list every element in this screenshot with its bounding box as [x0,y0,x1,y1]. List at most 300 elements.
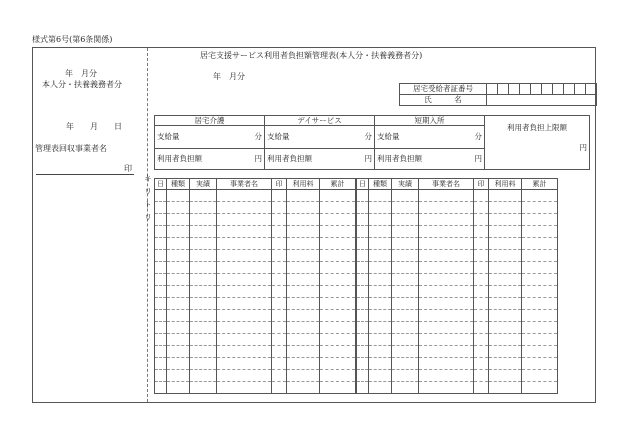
ledger-cell[interactable] [522,190,558,202]
ledger-cell[interactable] [190,322,217,334]
ledger-cell[interactable] [474,214,489,226]
ledger-row [155,226,558,238]
ledger-cell[interactable] [356,202,369,214]
cert-digit-cell[interactable] [487,84,498,95]
ledger-cell[interactable] [522,346,558,358]
cert-digit-cell[interactable] [586,84,597,95]
burden-cell[interactable] [265,149,375,170]
ledger-cell[interactable] [392,202,419,214]
ledger-cell[interactable] [287,310,320,322]
ledger-cell[interactable] [369,310,392,322]
ledger-cell[interactable] [155,310,167,322]
ledger-cell[interactable] [369,238,392,250]
ledger-cell[interactable] [320,322,357,334]
service-header: 短期入所 [375,116,485,126]
ledger-cell[interactable] [489,346,522,358]
ledger-cell[interactable] [522,358,558,370]
ledger-col-header: 累計 [522,179,558,190]
ledger-col-header: 実績 [392,179,419,190]
ledger-cell[interactable] [155,226,167,238]
ledger-cell[interactable] [272,214,287,226]
ledger-cell[interactable] [190,190,217,202]
ledger-cell[interactable] [167,358,190,370]
ledger-cell[interactable] [167,274,190,286]
ledger-cell[interactable] [320,262,357,274]
ledger-cell[interactable] [474,298,489,310]
ledger-cell[interactable] [287,286,320,298]
ledger-cell[interactable] [392,358,419,370]
ledger-cell[interactable] [419,346,474,358]
ledger-cell[interactable] [392,382,419,394]
ledger-cell[interactable] [489,358,522,370]
ledger-cell[interactable] [369,346,392,358]
ledger-cell[interactable] [419,226,474,238]
ledger-cell[interactable] [369,190,392,202]
ledger-cell[interactable] [356,298,369,310]
cert-digit-cell[interactable] [520,84,531,95]
ledger-cell[interactable] [474,274,489,286]
ledger-row [155,190,558,202]
ledger-cell[interactable] [190,298,217,310]
ledger-cell[interactable] [392,334,419,346]
ledger-cell[interactable] [167,382,190,394]
cert-digit-cell[interactable] [531,84,542,95]
ledger-row [155,238,558,250]
ledger-cell[interactable] [190,346,217,358]
ledger-cell[interactable] [287,322,320,334]
ledger-cell[interactable] [320,190,357,202]
left-year-month: 年 月分 [65,69,97,78]
ledger-cell[interactable] [155,358,167,370]
ledger-cell[interactable] [190,334,217,346]
ledger-cell[interactable] [167,250,190,262]
ledger-cell[interactable] [489,250,522,262]
ledger-cell[interactable] [287,382,320,394]
ledger-cell[interactable] [155,370,167,382]
ledger-cell[interactable] [272,310,287,322]
ledger-cell[interactable] [419,322,474,334]
ledger-row [155,346,558,358]
ledger-cell[interactable] [392,190,419,202]
ledger-cell[interactable] [522,382,558,394]
ledger-cell[interactable] [190,262,217,274]
supply-cell[interactable] [265,126,375,149]
service-header: 居宅介護 [155,116,265,126]
ledger-cell[interactable] [392,226,419,238]
ledger-col-header: 利用料 [287,179,320,190]
ledger-cell[interactable] [272,346,287,358]
ledger-cell[interactable] [217,238,272,250]
ledger-cell[interactable] [287,334,320,346]
ledger-cell[interactable] [217,346,272,358]
ledger-cell[interactable] [272,190,287,202]
cert-name-label: 氏 名 [400,95,487,106]
ledger-cell[interactable] [217,202,272,214]
ledger-cell[interactable] [155,334,167,346]
ledger-cell[interactable] [522,226,558,238]
ledger-cell[interactable] [287,238,320,250]
ledger-cell[interactable] [320,202,357,214]
ledger-cell[interactable] [489,286,522,298]
ledger-cell[interactable] [356,190,369,202]
ledger-cell[interactable] [287,250,320,262]
ledger-cell[interactable] [217,322,272,334]
ledger-cell[interactable] [489,190,522,202]
ledger-cell[interactable] [217,370,272,382]
ledger-cell[interactable] [272,274,287,286]
ledger-cell[interactable] [356,286,369,298]
ledger-cell[interactable] [356,310,369,322]
ledger-cell[interactable] [167,286,190,298]
ledger-cell[interactable] [217,298,272,310]
ledger-cell[interactable] [369,298,392,310]
ledger-cell[interactable] [419,214,474,226]
ledger-cell[interactable] [155,382,167,394]
ledger-cell[interactable] [419,202,474,214]
ledger-cell[interactable] [287,214,320,226]
ledger-cell[interactable] [522,334,558,346]
supply-cell[interactable] [155,126,265,149]
ledger-cell[interactable] [167,334,190,346]
cert-digit-cell[interactable] [542,84,553,95]
ledger-cell[interactable] [474,310,489,322]
ledger-cell[interactable] [287,262,320,274]
ledger-cell[interactable] [217,226,272,238]
ledger-cell[interactable] [272,226,287,238]
ledger-cell[interactable] [522,310,558,322]
ledger-cell[interactable] [217,334,272,346]
ledger-cell[interactable] [155,322,167,334]
ledger-cell[interactable] [155,250,167,262]
cut-label-char: リ [144,187,152,196]
ledger-cell[interactable] [272,298,287,310]
ledger-cell[interactable] [320,286,357,298]
cut-label-char: リ [144,213,152,222]
ledger-cell[interactable] [522,274,558,286]
ledger-cell[interactable] [155,202,167,214]
ledger-cell[interactable] [392,322,419,334]
signature-line [36,174,134,175]
ledger-cell[interactable] [287,346,320,358]
ledger-cell[interactable] [489,202,522,214]
ledger-cell[interactable] [489,274,522,286]
ledger-cell[interactable] [356,250,369,262]
service-header: デイサービス [265,116,375,126]
ledger-cell[interactable] [419,262,474,274]
ledger-cell[interactable] [356,382,369,394]
ledger-cell[interactable] [167,190,190,202]
ledger-cell[interactable] [356,346,369,358]
cut-label-char: キ [144,174,152,183]
supply-unit: 分 [254,132,262,142]
ledger-cell[interactable] [167,238,190,250]
ledger-cell[interactable] [392,346,419,358]
ledger-cell[interactable] [272,370,287,382]
ledger-cell[interactable] [356,322,369,334]
left-date: 年 月 日 [66,122,122,131]
ledger-cell[interactable] [522,250,558,262]
ledger-cell[interactable] [392,250,419,262]
ledger-cell[interactable] [419,382,474,394]
ledger-col-header: 利用料 [489,179,522,190]
ledger-cell[interactable] [489,310,522,322]
ledger-cell[interactable] [356,358,369,370]
ledger-cell[interactable] [217,274,272,286]
ledger-row [155,322,558,334]
ledger-cell[interactable] [320,334,357,346]
cert-number-label: 居宅受給者証番号 [400,84,487,95]
ledger-cell[interactable] [287,298,320,310]
ledger-cell[interactable] [287,370,320,382]
ledger-cell[interactable] [522,298,558,310]
ledger-cell[interactable] [474,202,489,214]
ledger-cell[interactable] [320,238,357,250]
ledger-cell[interactable] [356,214,369,226]
ledger-cell[interactable] [522,214,558,226]
ledger-cell[interactable] [356,334,369,346]
ledger-cell[interactable] [369,262,392,274]
ledger-cell[interactable] [474,190,489,202]
ledger-cell[interactable] [155,190,167,202]
ledger-cell[interactable] [320,346,357,358]
ledger-cell[interactable] [287,274,320,286]
ledger-cell[interactable] [167,346,190,358]
ledger-cell[interactable] [167,262,190,274]
ledger-row [155,370,558,382]
ledger-row [155,262,558,274]
ledger-row [155,382,558,394]
cut-here-label [143,172,153,224]
ledger-cell[interactable] [369,286,392,298]
ledger-cell[interactable] [419,286,474,298]
ledger-cell[interactable] [369,226,392,238]
ledger-cell[interactable] [190,358,217,370]
certificate-table [399,83,597,106]
ledger-cell[interactable] [489,382,522,394]
ledger-col-header: 種類 [369,179,392,190]
ledger-cell[interactable] [419,358,474,370]
ledger-cell[interactable] [356,370,369,382]
ledger-cell[interactable] [217,190,272,202]
ledger-cell[interactable] [190,214,217,226]
ledger-cell[interactable] [392,286,419,298]
ledger-cell[interactable] [190,202,217,214]
cert-digit-cell[interactable] [498,84,509,95]
ledger-row [155,274,558,286]
ledger-cell[interactable] [356,262,369,274]
ledger-cell[interactable] [392,262,419,274]
ledger-cell[interactable] [155,298,167,310]
ledger-cell[interactable] [190,286,217,298]
ledger-cell[interactable] [155,286,167,298]
ledger-col-header: 日 [155,179,167,190]
ledger-cell[interactable] [369,322,392,334]
ledger-col-header: 種類 [167,179,190,190]
ledger-cell[interactable] [522,238,558,250]
ledger-cell[interactable] [155,214,167,226]
ledger-cell[interactable] [392,214,419,226]
ledger-row [155,298,558,310]
ledger-cell[interactable] [522,286,558,298]
ledger-cell[interactable] [272,262,287,274]
ledger-cell[interactable] [272,250,287,262]
ledger-cell[interactable] [155,274,167,286]
ledger-cell[interactable] [287,358,320,370]
ledger-cell[interactable] [155,262,167,274]
cert-digit-cell[interactable] [564,84,575,95]
ledger-cell[interactable] [155,238,167,250]
ledger-cell[interactable] [320,214,357,226]
ledger-cell[interactable] [489,370,522,382]
ledger-cell[interactable] [190,250,217,262]
ledger-cell[interactable] [474,286,489,298]
ledger-cell[interactable] [272,382,287,394]
ledger-cell[interactable] [167,298,190,310]
ledger-cell[interactable] [190,238,217,250]
supply-label: 支給量 [377,132,400,142]
ledger-cell[interactable] [272,358,287,370]
ledger-cell[interactable] [392,238,419,250]
ledger-cell[interactable] [167,226,190,238]
ledger-cell[interactable] [392,274,419,286]
burden-cell[interactable] [155,149,265,170]
ledger-cell[interactable] [474,226,489,238]
ledger-cell[interactable] [217,358,272,370]
ledger-cell[interactable] [474,346,489,358]
ledger-cell[interactable] [522,262,558,274]
ledger-cell[interactable] [155,346,167,358]
ledger-cell[interactable] [474,322,489,334]
ledger-cell[interactable] [419,238,474,250]
ledger-cell[interactable] [489,226,522,238]
ledger-cell[interactable] [272,322,287,334]
ledger-cell[interactable] [320,298,357,310]
ledger-cell[interactable] [320,310,357,322]
ledger-cell[interactable] [392,298,419,310]
ledger-cell[interactable] [474,334,489,346]
ledger-row [155,214,558,226]
ledger-cell[interactable] [167,310,190,322]
ledger-cell[interactable] [356,238,369,250]
ledger-cell[interactable] [474,238,489,250]
ledger-cell[interactable] [369,334,392,346]
ledger-cell[interactable] [272,238,287,250]
ledger-cell[interactable] [167,322,190,334]
ledger-cell[interactable] [489,334,522,346]
ledger-col-header: 実績 [190,179,217,190]
cert-digit-cell[interactable] [553,84,564,95]
ledger-cell[interactable] [489,322,522,334]
ledger-cell[interactable] [356,274,369,286]
ledger-cell[interactable] [287,190,320,202]
ledger-cell[interactable] [190,226,217,238]
services-table [154,115,590,170]
ledger-col-header: 累計 [320,179,357,190]
ledger-cell[interactable] [217,250,272,262]
ledger-cell[interactable] [369,202,392,214]
ledger-cell[interactable] [190,370,217,382]
ledger-cell[interactable] [474,262,489,274]
ledger-cell[interactable] [419,370,474,382]
limit-cell[interactable] [485,116,590,170]
ledger-cell[interactable] [217,286,272,298]
cut-label-char: ト [144,200,152,209]
ledger-cell[interactable] [369,382,392,394]
ledger-cell[interactable] [167,370,190,382]
ledger-cell[interactable] [217,214,272,226]
ledger-cell[interactable] [167,202,190,214]
ledger-cell[interactable] [167,214,190,226]
ledger-cell[interactable] [217,382,272,394]
ledger-cell[interactable] [522,370,558,382]
limit-label: 利用者負担上限額 [507,123,567,132]
ledger-cell[interactable] [272,286,287,298]
ledger-cell[interactable] [369,214,392,226]
ledger-row [155,286,558,298]
ledger-cell[interactable] [287,226,320,238]
ledger-cell[interactable] [356,226,369,238]
ledger-cell[interactable] [272,334,287,346]
ledger-cell[interactable] [217,262,272,274]
ledger-cell[interactable] [419,310,474,322]
ledger-cell[interactable] [522,202,558,214]
ledger-cell[interactable] [369,370,392,382]
ledger-cell[interactable] [474,250,489,262]
ledger-cell[interactable] [419,274,474,286]
ledger-cell[interactable] [320,274,357,286]
cert-name-field[interactable] [487,95,597,106]
ledger-cell[interactable] [369,358,392,370]
ledger-cell[interactable] [369,250,392,262]
ledger-cell[interactable] [320,358,357,370]
ledger-cell[interactable] [320,226,357,238]
ledger-cell[interactable] [190,310,217,322]
ledger-cell[interactable] [474,370,489,382]
ledger-cell[interactable] [419,298,474,310]
ledger-cell[interactable] [489,262,522,274]
supply-cell[interactable] [375,126,485,149]
burden-unit: 円 [364,154,372,164]
ledger-cell[interactable] [190,382,217,394]
ledger-cell[interactable] [272,202,287,214]
ledger-cell[interactable] [320,250,357,262]
ledger-cell[interactable] [419,334,474,346]
ledger-cell[interactable] [419,190,474,202]
ledger-cell[interactable] [489,214,522,226]
ledger-cell[interactable] [419,250,474,262]
cert-digit-cell[interactable] [575,84,586,95]
ledger-cell[interactable] [217,310,272,322]
ledger-cell[interactable] [392,370,419,382]
form-number: 様式第6号(第6条関係) [32,35,113,44]
ledger-row [155,358,558,370]
ledger-cell[interactable] [320,370,357,382]
ledger-cell[interactable] [489,298,522,310]
burden-cell[interactable] [375,149,485,170]
cert-digit-cell[interactable] [509,84,520,95]
ledger-cell[interactable] [474,358,489,370]
ledger-cell[interactable] [320,382,357,394]
ledger-cell[interactable] [369,274,392,286]
ledger-cell[interactable] [190,274,217,286]
ledger-cell[interactable] [489,238,522,250]
ledger-cell[interactable] [287,202,320,214]
ledger-cell[interactable] [474,382,489,394]
supply-unit: 分 [474,132,482,142]
ledger-cell[interactable] [392,310,419,322]
burden-label: 利用者負担額 [267,154,312,164]
ledger-cell[interactable] [522,322,558,334]
